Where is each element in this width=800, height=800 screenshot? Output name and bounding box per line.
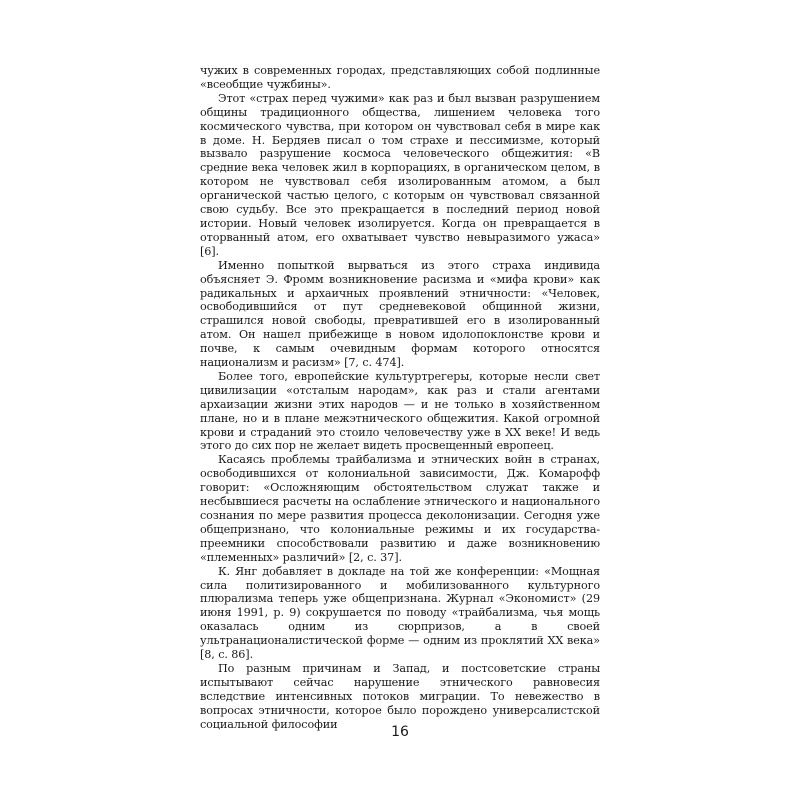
page-number: 16 [391,724,409,740]
paragraph: К. Янг добавляет в докладе на той же конференции: «Мощная сила политизированного и мобилизованного культурного плюрализма теперь уже общепризнана. Журнал «Экономист» (29 июня 1991, p. 9) сокрушается по поводу «трайбализма, чья мощь оказалась одним из сюрпризов, а в своей ультранационалистической форме — одним из проклятий XX века» [8, с. 86]. [200,564,600,662]
paragraph: Более того, европейские культуртрегеры, которые несли свет цивилизации «отсталым народам», как раз и стали агентами архаизации жизни этих народов — и не только в хозяйственном плане, но и в плане межэтнического общежития. Какой огромной крови и страданий это стоило человечеству уже в XX веке! И ведь этого до сих пор не желает видеть просвещенный европеец. [200,369,600,453]
paragraph: Касаясь проблемы трайбализма и этнических войн в странах, освободившихся от колониальной зависимости, Дж. Комарофф говорит: «Осложняющим обстоятельством служат также и несбывшиеся расчеты на ослабление этнического и национального сознания по мере развития процесса деколонизации. Сегодня уже общепризнано, что колониальные режимы и их государства-преемники способствовали развитию и даже возникновению «племенных» различий» [2, с. 37]. [200,453,600,564]
paragraph: По разным причинам и Запад, и постсоветские страны испытывают сейчас нарушение этнического равновесия вследствие интенсивных потоков миграции. То невежество в вопросах этничности, которое было порождено универсалистской социальной философии [200,661,600,731]
paragraph: чужих в современных городах, представляющих собой подлинные «всеобщие чужбины». [200,64,600,91]
body-text [200,64,600,732]
paragraph: Этот «страх перед чужими» как раз и был вызван разрушением общины традиционного общества, лишением человека того космического чувства, при котором он чувствовал себя в мире как в доме. Н. Бердяев писал о том страхе и пессимизме, который вызвало разрушение космоса человеческого общежития: «В средние века человек жил в корпорациях, в органическом целом, в котором не чувствовал себя изолированным атомом, а был органической частью целого, с которым он чувствовал связанной свою судьбу. Все это прекращается в последний период новой истории. Новый человек изолируется. Когда он превращается в оторванный атом, его охватывает чувство невыразимого ужаса» [6]. [200,91,600,258]
paragraph: Именно попыткой вырваться из этого страха индивида объясняет Э. Фромм возникновение расизма и «мифа крови» как радикальных и архаичных проявлений этничности: «Человек, освободившийся от пут средневековой общинной жизни, страшился новой свободы, превратившей его в изолированный атом. Он нашел прибежище в новом идолопоклонстве крови и почве, к самым очевидным формам которого относятся национализм и расизм» [7, с. 474]. [200,258,600,370]
